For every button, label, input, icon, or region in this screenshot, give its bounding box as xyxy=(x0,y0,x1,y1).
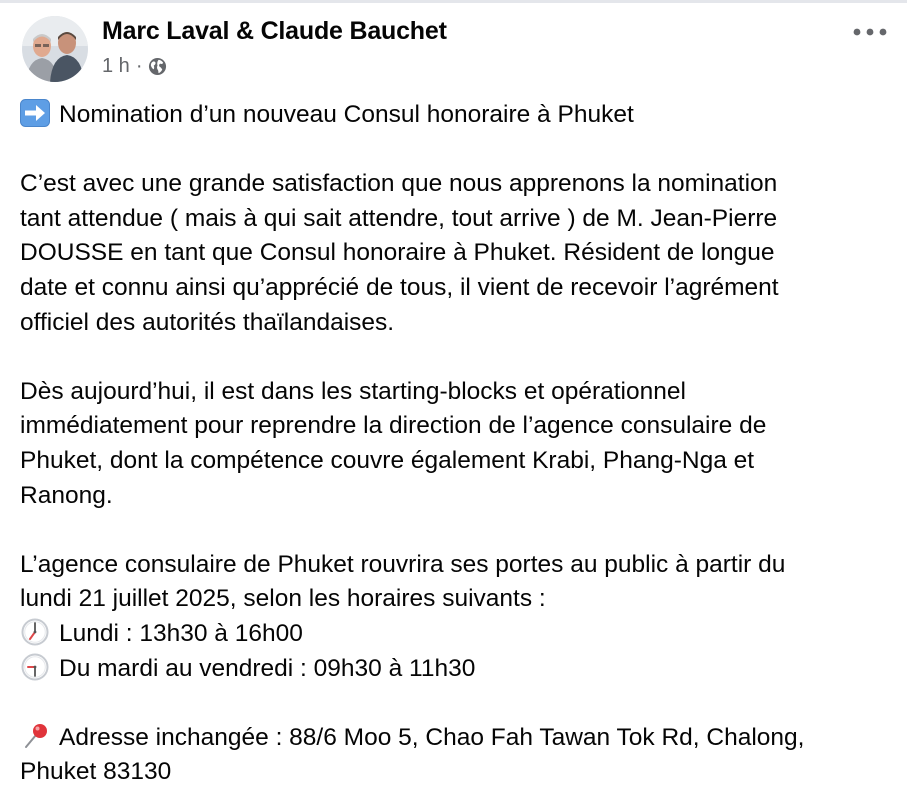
clock-icon xyxy=(20,653,50,681)
paragraph-2-line: Dès aujourd’hui, il est dans les starting-blocks et opérationnel xyxy=(20,377,686,405)
right-arrow-icon xyxy=(20,99,50,127)
address xyxy=(20,721,892,790)
paragraph-1-line: C’est avec une grande satisfaction que nous apprenons la nomination xyxy=(20,170,778,198)
globe-icon[interactable] xyxy=(148,57,167,76)
paragraph-1-line: tant attendue ( mais à qui sait attendre, tout arrive ) de M. Jean-Pierre xyxy=(20,204,778,232)
schedule-text: Lundi : 13h30 à 16h00 xyxy=(59,619,303,647)
paragraph-2-line: Ranong. xyxy=(20,481,113,509)
post-body xyxy=(20,98,892,790)
pin-icon xyxy=(20,722,50,750)
avatar-photo xyxy=(22,16,88,82)
avatar[interactable] xyxy=(22,16,88,82)
post-time[interactable]: 1 h xyxy=(102,55,130,77)
address-text: Adresse inchangée : 88/6 Moo 5, Chao Fah Tawan Tok Rd, Chalong, xyxy=(59,723,805,751)
more-horizontal-icon xyxy=(853,28,887,36)
clock-icon xyxy=(20,618,50,646)
schedule-text: Du mardi au vendredi : 09h30 à 11h30 xyxy=(59,654,476,682)
paragraph-1-line: officiel des autorités thaïlandaises. xyxy=(20,308,395,336)
paragraph-3 xyxy=(20,548,892,617)
paragraph-3-line: lundi 21 juillet 2025, selon les horaires suivants : xyxy=(20,585,546,613)
paragraph-2-line: immédiatement pour reprendre la direction de l’agence consulaire de xyxy=(20,412,767,440)
post-heading xyxy=(20,98,892,133)
paragraph-3-line: L’agence consulaire de Phuket rouvrira ses portes au public à partir du xyxy=(20,550,786,578)
card-top-border xyxy=(0,0,907,3)
paragraph-2-line: Phuket, dont la compétence couvre également Krabi, Phang-Nga et xyxy=(20,446,755,474)
paragraph-1-line: DOUSSE en tant que Consul honoraire à Phuket. Résident de longue xyxy=(20,239,775,267)
meta-separator: · xyxy=(135,55,143,77)
schedule-item xyxy=(20,617,892,652)
post-heading-text: Nomination d’un nouveau Consul honoraire à Phuket xyxy=(59,101,634,128)
paragraph-1-line: date et connu ainsi qu’apprécié de tous, il vient de recevoir l’agrément xyxy=(20,273,779,301)
address-line xyxy=(20,721,892,756)
schedule-item xyxy=(20,652,892,687)
address-line: Phuket 83130 xyxy=(20,758,172,786)
author-name[interactable]: Marc Laval & Claude Bauchet xyxy=(102,17,447,45)
post-meta xyxy=(102,55,167,78)
paragraph-1 xyxy=(20,167,892,340)
post-header xyxy=(22,14,892,86)
more-options-button[interactable] xyxy=(850,22,890,42)
paragraph-2 xyxy=(20,375,892,513)
